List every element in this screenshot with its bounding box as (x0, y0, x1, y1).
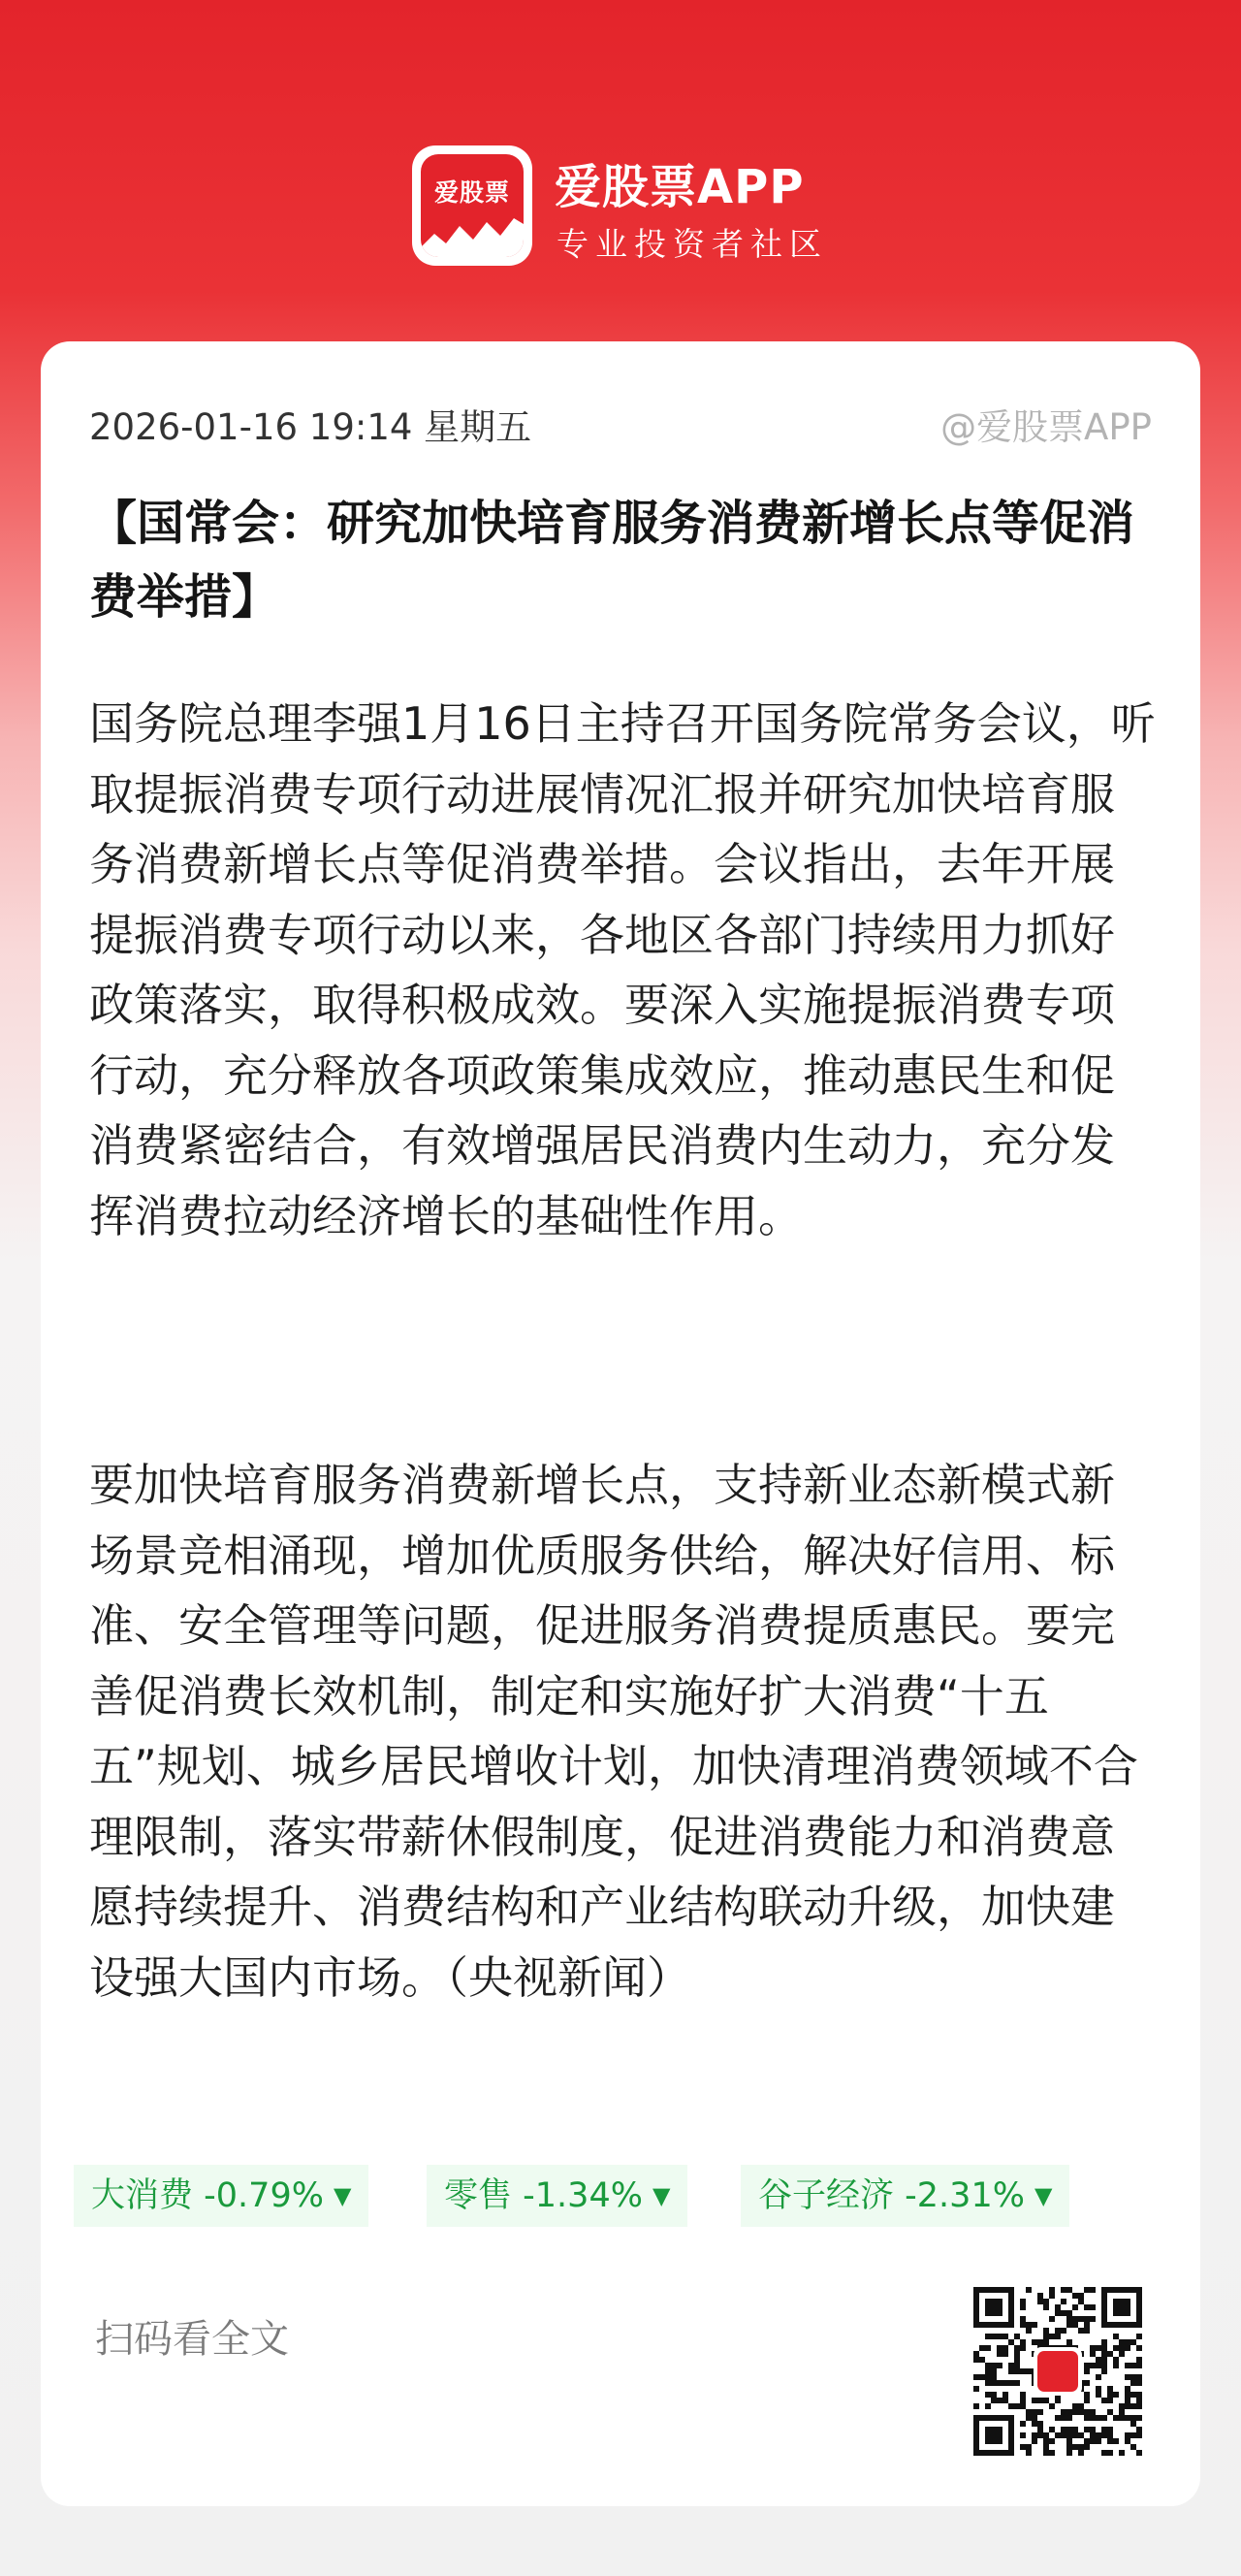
source-label: @爱股票APP (940, 406, 1152, 448)
down-arrow-icon: ▼ (1034, 2182, 1053, 2209)
tag-change: -2.31% (905, 2176, 1025, 2215)
down-arrow-icon: ▼ (333, 2182, 352, 2209)
qr-code-icon[interactable] (973, 2287, 1142, 2456)
article-paragraph: 国务院总理李强1月16日主持召开国务院常务会议，听取提振消费专项行动进展情况汇报并研究加快培育服务消费新增长点等促消费举措。会议指出，去年开展提振消费专项行动以来，各地区各部门持续用力抓好政策落实，取得积极成效。要深入实施提振消费专项行动，充分释放各项政策集成效应，推动惠民生和促消费紧密结合，有效增强居民消费内生动力，充分发挥消费拉动经济增长的基础性作用。 (89, 697, 1156, 1242)
app-header (0, 145, 1241, 272)
publish-datetime: 2026-01-16 19:14 星期五 (89, 406, 532, 448)
qr-logo-badge (1034, 2347, 1082, 2396)
tag-name: 零售 (444, 2176, 513, 2215)
app-name: 爱股票APP (555, 160, 805, 214)
stock-chart-icon (421, 205, 524, 257)
sector-tag-consumption[interactable] (74, 2165, 368, 2227)
logo-text: 爱股票 (433, 178, 510, 207)
article-paragraph: 要加快培育服务消费新增长点，支持新业态新模式新场景竞相涌现，增加优质服务供给，解决好信用、标准、安全管理等问题，促进服务消费提质惠民。要完善促消费长效机制，制定和实施好扩大消费“十五五”规划、城乡居民增收计划，加快清理消费领域不合理限制，落实带薪休假制度，促进消费能力和消费意愿持续提升、消费结构和产业结构联动升级，加快建设强大国内市场。（央视新闻） (89, 1459, 1138, 2004)
sector-tag-retail[interactable] (427, 2165, 687, 2227)
scan-to-read-label: 扫码看全文 (95, 2317, 289, 2362)
article-title: 【国常会：研究加快培育服务消费新增长点等促消费举措】 (89, 496, 1135, 625)
tag-name: 谷子经济 (758, 2176, 895, 2215)
news-card (41, 341, 1200, 2506)
down-arrow-icon: ▼ (652, 2182, 671, 2209)
app-logo (412, 145, 532, 266)
app-slogan: 专业投资者社区 (557, 225, 828, 263)
sector-tag-guzi-economy[interactable] (741, 2165, 1069, 2227)
tag-name: 大消费 (91, 2176, 194, 2215)
tag-change: -1.34% (523, 2176, 643, 2215)
tag-change: -0.79% (204, 2176, 324, 2215)
